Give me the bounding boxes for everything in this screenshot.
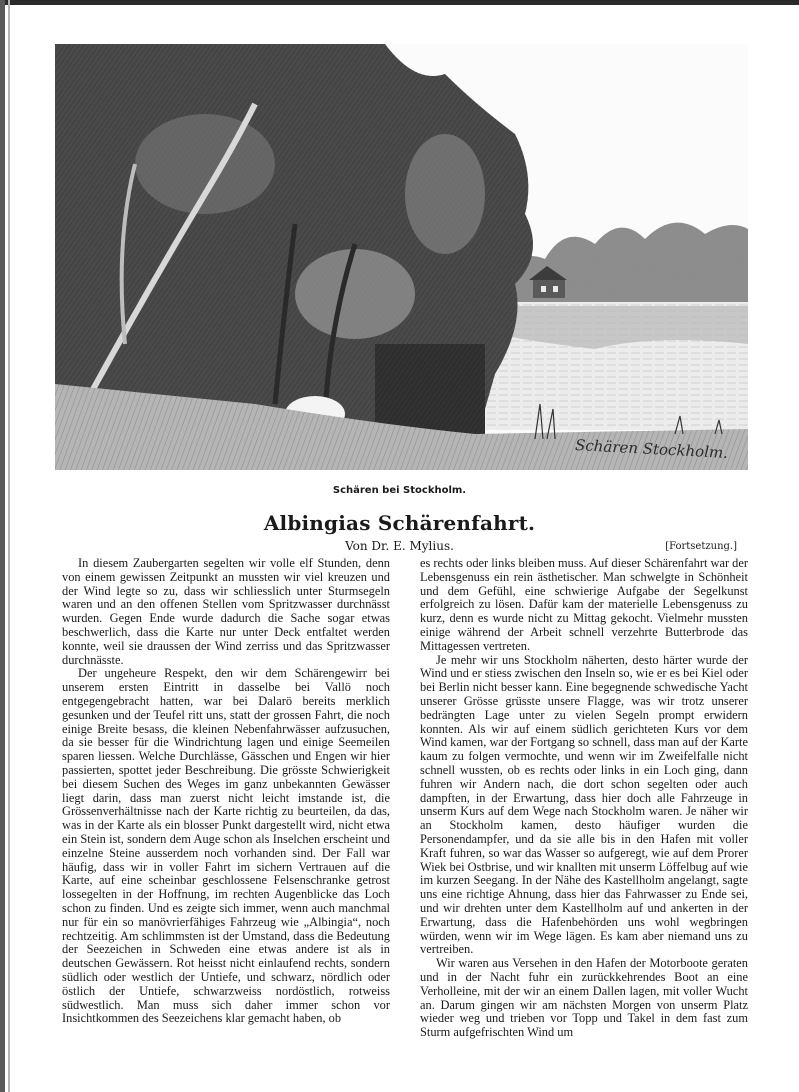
paragraph: Der ungeheure Respekt, den wir dem Schärengewirr bei unserem ersten Eintritt in dasselbe bei Vallö noch entgegengebracht hatten, war bei Dalarö bereits merklich gesunken und der Teufel ritt uns, statt der grossen Fahrt, die noch einige Breite besass, die kleinen Nebenfahrwässer aufzusuchen, da sie besser für die Windrichtung lagen und einige Seemeilen sparen liessen. Welche Durchlässe, Gässchen und Engen wir hier passierten, spottet jeder Beschreibung. Die grösste Schwierigkeit bei diesem Suchen des Weges im ganz unbekannten Gewässer liegt darin, dass man zuerst nicht leicht imstande ist, die Grössenverhältnisse nach der Karte richtig zu beurteilen, da das, was in der Karte als ein blosser Punkt dargestellt wird, nicht etwa ein Stein ist, sondern dem Auge schon als Inselchen erscheint und einzelne Steine ausserdem noch vorhanden sind. Der Fall war häufig, dass wir in voller Fahrt im sichern Vertrauen auf die Karte, auf eine scheinbar geschlossene Felsenschranke getrost lossegelten in der Hoffnung, im rechten Augenblicke das Loch schon zu finden. Und es zeigte sich immer, wenn auch manchmal nur für ein so manövrierfähiges Fahrzeug wie „Albingia“, noch rechtzeitig. Am schlimmsten ist der Umstand, dass die Bedeutung der Seezeichen in Schweden eine etwas andere ist als in deutschen Gewässern. Rot heisst nicht einlaufend rechts, sondern südlich oder westlich der Untiefe, und schwarz, nördlich oder östlich der Untiefe, schwarzweiss nordöstlich, rotweiss südwestlich. Man muss sich daher immer schon vor Insichtkommen des Seezeichens klar gemacht haben, ob [62, 666, 390, 1026]
artist-signature: Schären Stockholm. [574, 436, 729, 462]
article-title: Albingias Schärenfahrt. [263, 511, 536, 535]
paragraph: In diesem Zaubergarten segelten wir volle elf Stunden, denn von einem gewissen Zeitpunkt an mussten wir viel kreuzen und der Wind legte so zu, dass wir schliesslich unter Sturmsegeln waren und an den offenen Stellen vom Spritzwasser durchnässt wurden. Gegen Ende wurde dadurch die Sache sogar etwas beschwerlich, dass die Karte nur unter Deck entfaltet werden konnte, weil sie draussen der Wind zerriss und das Spritzwasser durchnässte. [62, 556, 390, 667]
landscape-illustration [55, 44, 748, 470]
paragraph: Wir waren aus Versehen in den Hafen der Motorboote geraten und in der Nacht fuhr ein zurückkehrendes Boot an eine Verholleine, mit der wir an einem Dallen lagen, mit voller Wucht an. Darum gingen wir am nächsten Morgen von unserm Platz wieder weg und trieben vor Topp und Takel in dem fast zum Sturm aufgefrischten Wind um [420, 956, 748, 1040]
text-column-right [420, 557, 748, 1040]
text-column-left [62, 557, 390, 1026]
paragraph: Je mehr wir uns Stockholm näherten, desto härter wurde der Wind und er stiess zwischen den Inseln so, wie er es bei Kiel oder bei Berlin nicht besser kann. Eine begegnende schwedische Yacht unserer Grösse grüsste unsere Flagge, was wir trotz unserer bedrängten Lage unter zu vielen Segeln prompt erwidern konnten. Als wir auf einem südlich gerichteten Kurs vor dem Wind kamen, war der Fortgang so schnell, dass man auf der Karte kaum zu folgen vermochte, und wenn wir im Zweifelfalle nicht schnell wussten, ob es rechts oder links in ein Loch ging, dann fuhren wir Andern nach, die dort schon segelten oder auch dampften, in der Erwartung, dass hier doch alle Fahrzeuge in unserm Kurs auf dem Wege nach Stockholm waren. Je näher wir an Stockholm kamen, desto häufiger wurden die Personendampfer, und da sie alle bis in den Hafen mit voller Kraft fuhren, so war das Wasser so aufgeregt, wie auf dem Prorer Wiek bei Ostbrise, und wir knallten mit unserm Löffelbug auf wie im kurzen Seegang. In der Nähe des Kastellholm angelangt, sagte uns eine richtige Ahnung, dass hier das Fahrwasser zu Ende sei, und wir drehten unter dem Kastellholm auf und ankerten in der Erwartung, dass die Hafenbehörden uns wohl wegbringen würden, wenn wir im Wege lägen. Es kam aber niemand uns zu vertreiben. [420, 652, 748, 957]
continuation-note: [Fortsetzung.] [665, 541, 737, 552]
figure-caption: Schären bei Stockholm. [332, 485, 467, 496]
paragraph: es rechts oder links bleiben muss. Auf dieser Schärenfahrt war der Lebensgenuss ein rein ästhetischer. Man schwelgte in Schönheit und dem Gefühl, eine schwierige Aufgabe der Segelkunst erfolgreich zu lösen. Dafür kam der materielle Lebensgenuss zu kurz, denn es wurde nicht zu Mittag gekocht. Vielmehr mussten einige während der Arbeit schnell verzehrte Butterbrode das Mittagessen vertreten. [420, 556, 748, 653]
article-author: Von Dr. E. Mylius. [345, 539, 454, 553]
lake-shore-drawing [55, 44, 748, 470]
page-top-border [0, 0, 799, 5]
